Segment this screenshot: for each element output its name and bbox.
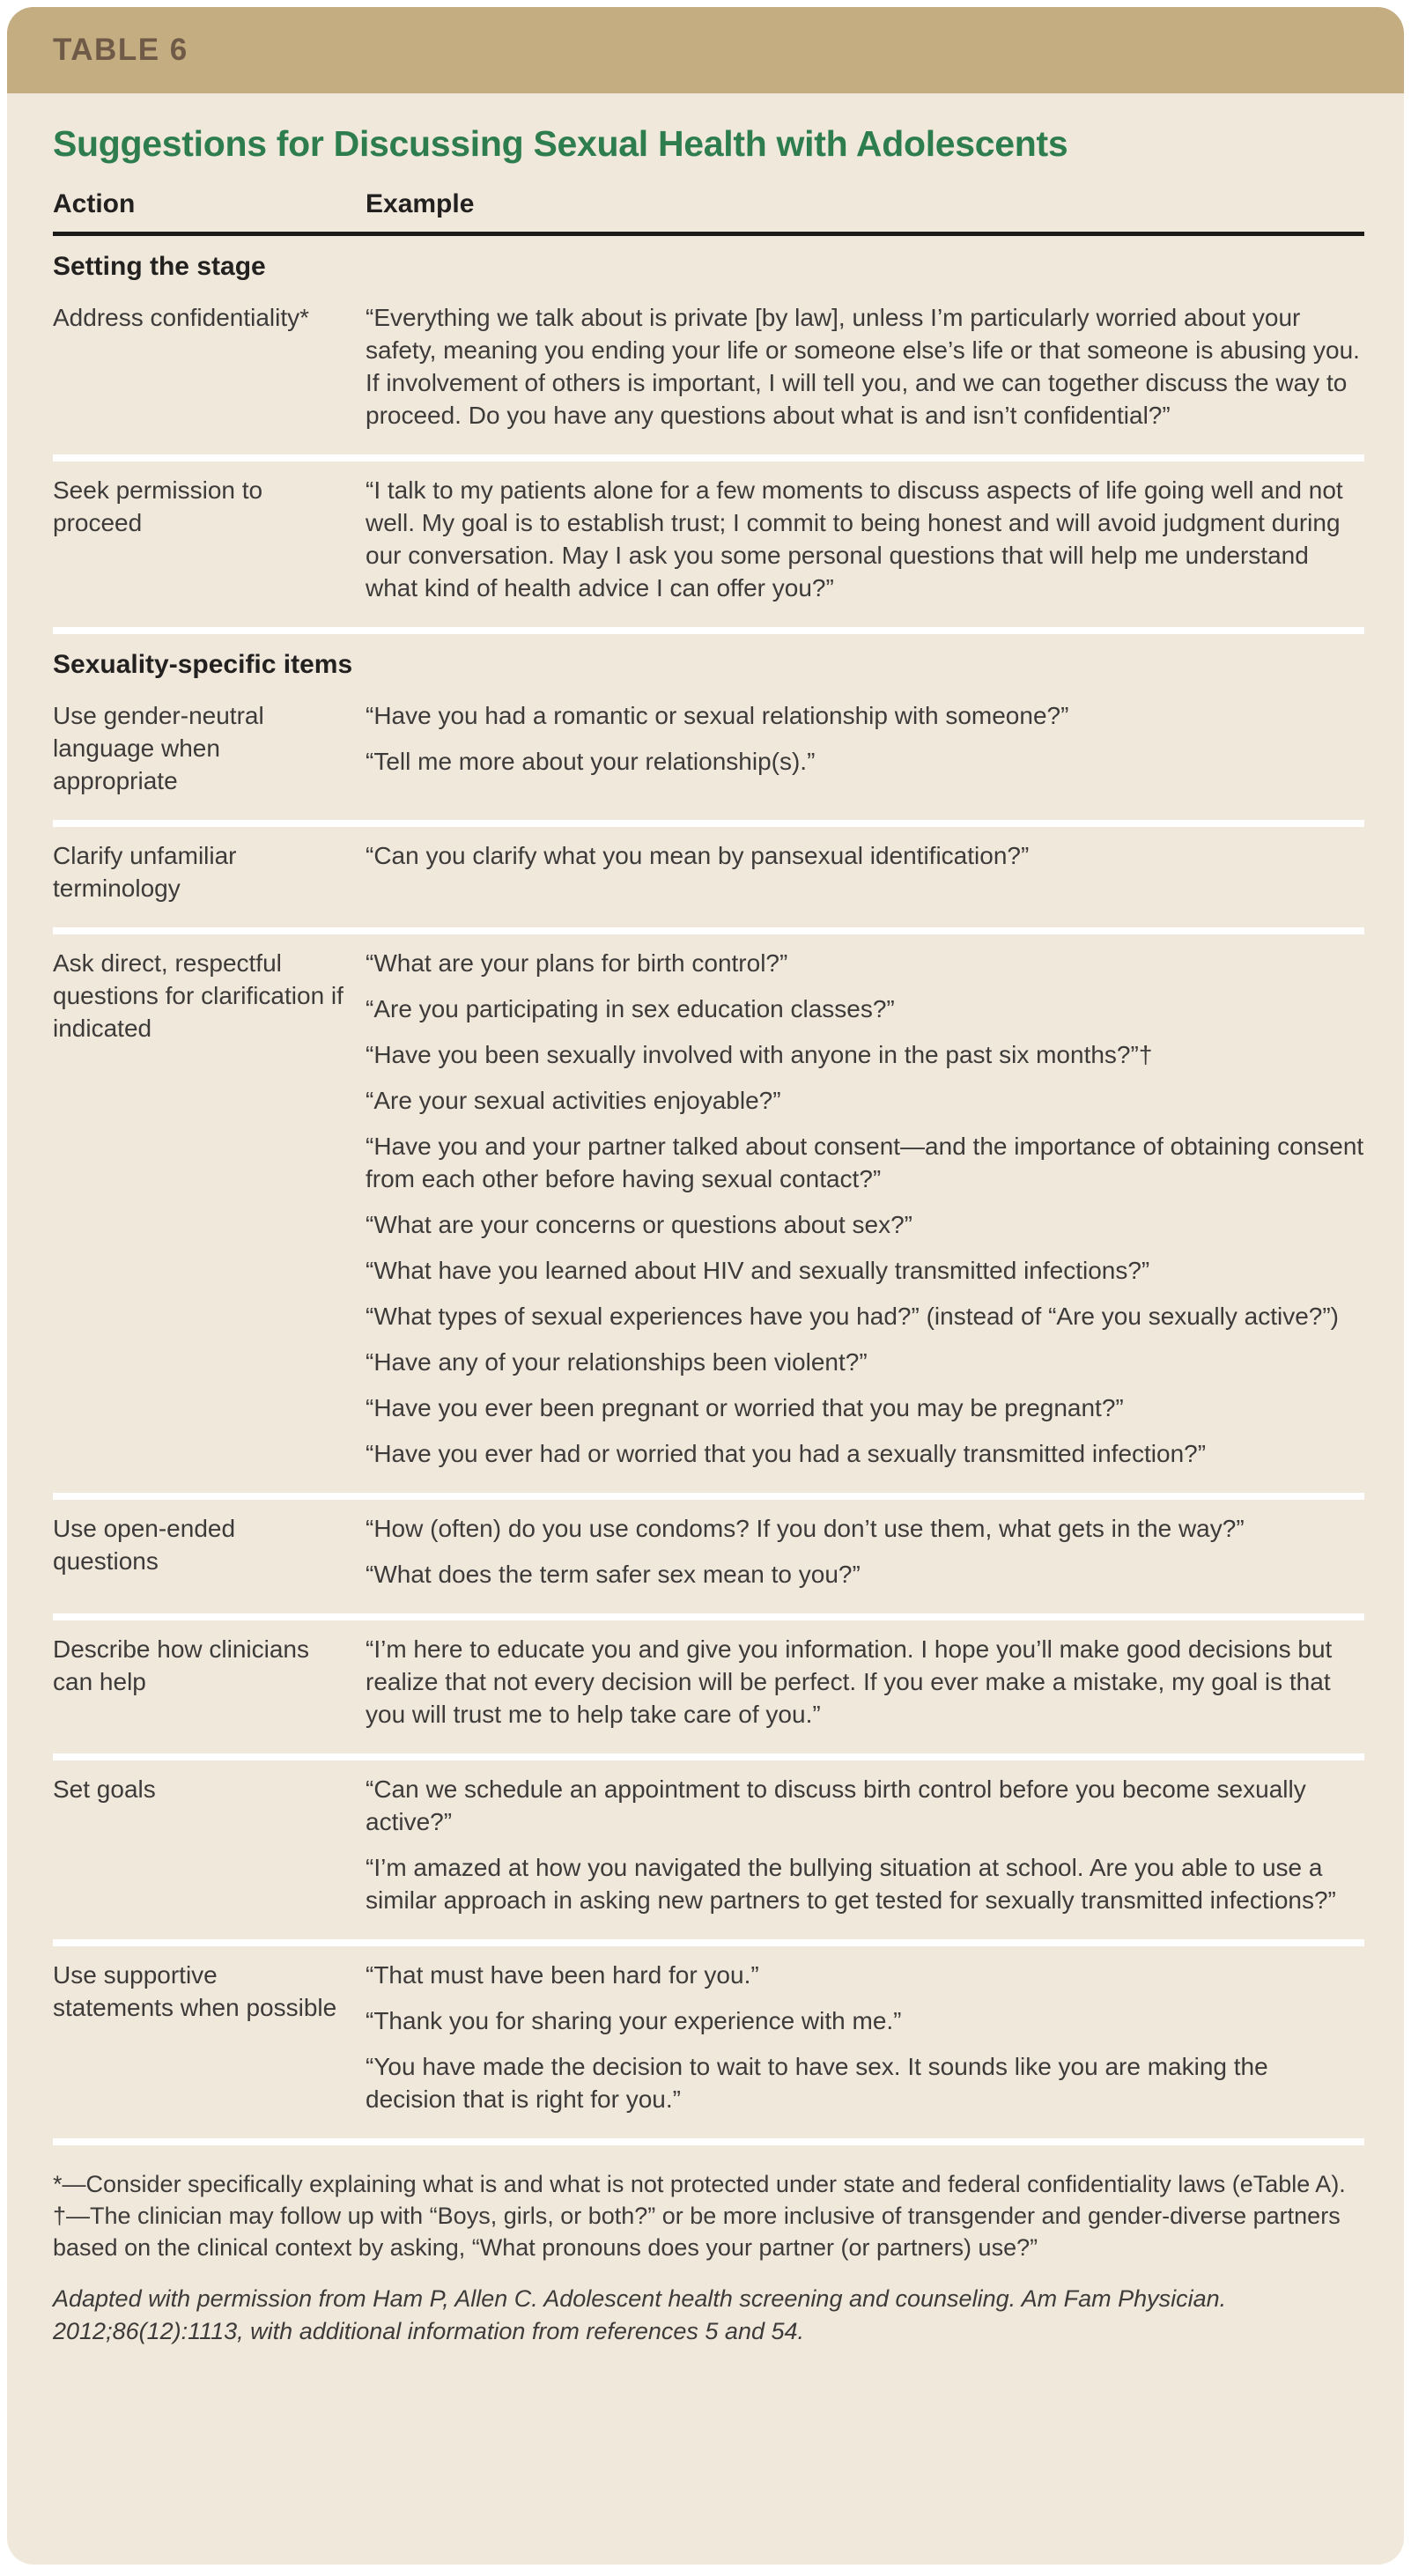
example-text: “Thank you for sharing your experience with me.” — [366, 2007, 902, 2034]
section-header: Sexuality-specific items — [53, 650, 353, 679]
example-cell — [366, 1633, 1364, 1731]
table-row — [53, 1493, 1364, 1613]
table-row — [53, 1753, 1364, 1939]
example-text: “Are your sexual activities enjoyable?” — [366, 1087, 781, 1114]
table-row — [53, 927, 1364, 1493]
example-text: “Have you been sexually involved with anyone in the past six months?”† — [366, 1041, 1153, 1068]
example-text: “Tell me more about your relationship(s).” — [366, 748, 816, 775]
table-row — [53, 454, 1364, 627]
example-text: “Have you had a romantic or sexual relationship with someone?” — [366, 702, 1069, 729]
example-text: “You have made the decision to wait to have sex. It sounds like you are making the decision that is right for you.” — [366, 2053, 1268, 2113]
example-text: “What types of sexual experiences have you had?” (instead of “Are you sexually active?”) — [366, 1303, 1340, 1330]
example-cell — [366, 839, 1364, 904]
example-text: “Have any of your relationships been violent?” — [366, 1348, 868, 1376]
example-cell — [366, 301, 1364, 432]
action-cell: Address confidentiality* — [53, 304, 310, 331]
example-text: “That must have been hard for you.” — [366, 1961, 759, 1989]
example-cell — [366, 1512, 1364, 1591]
section-rows — [53, 289, 1364, 627]
footnotes — [53, 2138, 1364, 2263]
example-text: “Are you participating in sex education classes?” — [366, 995, 895, 1022]
table-section — [53, 627, 1364, 2138]
example-cell — [366, 474, 1364, 604]
footnote-text: †—The clinician may follow up with “Boys, girls, or both?” or be more inclusive of transgender and gender-diverse partners based on the clinical context by asking, “What pronouns does your partner (or partners) use?” — [53, 2203, 1341, 2261]
section-header: Setting the stage — [53, 252, 266, 281]
action-cell: Seek permission to proceed — [53, 476, 263, 536]
example-text: “I’m here to educate you and give you information. I hope you’ll make good decisions but realize that not every decision will be perfect. If you ever make a mistake, my goal is that you will trust me to help take care of you.” — [366, 1635, 1333, 1728]
table-body — [53, 236, 1364, 2138]
table-row — [53, 289, 1364, 454]
action-cell: Use gender-neutral language when appropriate — [53, 702, 264, 794]
example-text: “What does the term safer sex mean to you?” — [366, 1561, 861, 1588]
example-text: “What are your plans for birth control?” — [366, 949, 788, 977]
action-cell: Use open-ended questions — [53, 1515, 236, 1575]
table-content — [7, 123, 1404, 2388]
example-text: “I talk to my patients alone for a few moments to discuss aspects of life going well and not well. My goal is to establish trust; I commit to being honest and will avoid judgment during our conversation. May I ask you some personal questions that will help me understand what kind of health advice I can offer you?” — [366, 476, 1343, 602]
example-text: “Can you clarify what you mean by pansexual identification?” — [366, 842, 1030, 869]
example-text: “Have you and your partner talked about consent—and the importance of obtaining consent from each other before having sexual contact?” — [366, 1133, 1364, 1192]
example-text: “Everything we talk about is private [by law], unless I’m particularly worried about your safety, meaning you ending your life or someone else’s life or that someone is abusing you. If involvement of others is important, I will tell you, and we can together discuss the way to proceed. Do you have any questions about what is and isn’t confidential?” — [366, 304, 1360, 429]
example-cell — [366, 699, 1364, 797]
column-headers — [53, 189, 1364, 236]
table-header-band — [7, 7, 1404, 93]
table-number-label: TABLE 6 — [53, 33, 188, 67]
section-rows — [53, 687, 1364, 2138]
footnote-text: *—Consider specifically explaining what is and what is not protected under state and federal confidentiality laws (eTable A). — [53, 2171, 1346, 2197]
example-text: “What are your concerns or questions about sex?” — [366, 1211, 912, 1238]
table-row — [53, 820, 1364, 927]
table-section — [53, 236, 1364, 627]
table-row — [53, 687, 1364, 820]
example-cell — [366, 1773, 1364, 1916]
example-text: “I’m amazed at how you navigated the bullying situation at school. Are you able to use a similar approach in asking new partners to get tested for sexually transmitted infections?” — [366, 1854, 1336, 1914]
action-cell: Clarify unfamiliar terminology — [53, 842, 237, 902]
example-text: “Have you ever been pregnant or worried that you may be pregnant?” — [366, 1394, 1124, 1421]
table-card — [7, 7, 1404, 2565]
example-text: “Have you ever had or worried that you had a sexually transmitted infection?” — [366, 1440, 1207, 1467]
example-text: “What have you learned about HIV and sexually transmitted infections?” — [366, 1257, 1150, 1284]
example-text: “How (often) do you use condoms? If you don’t use them, what gets in the way?” — [366, 1515, 1245, 1542]
table-row — [53, 1939, 1364, 2138]
credit-line: Adapted with permission from Ham P, Allen C. Adolescent health screening and counseling. Am Fam Physician. 2012;86(12):1113, with additional information from references 5 and 54. — [53, 2285, 1227, 2344]
example-cell — [366, 1959, 1364, 2115]
example-text: “Can we schedule an appointment to discuss birth control before you become sexually active?” — [366, 1775, 1306, 1835]
action-cell: Set goals — [53, 1775, 156, 1803]
column-header-example: Example — [366, 189, 475, 218]
action-cell: Describe how clinicians can help — [53, 1635, 310, 1695]
example-cell — [366, 947, 1364, 1470]
table-title: Suggestions for Discussing Sexual Health with Adolescents — [53, 123, 1068, 164]
column-header-action: Action — [53, 189, 136, 218]
action-cell: Use supportive statements when possible — [53, 1961, 337, 2021]
action-cell: Ask direct, respectful questions for clarification if indicated — [53, 949, 344, 1042]
table-row — [53, 1613, 1364, 1753]
